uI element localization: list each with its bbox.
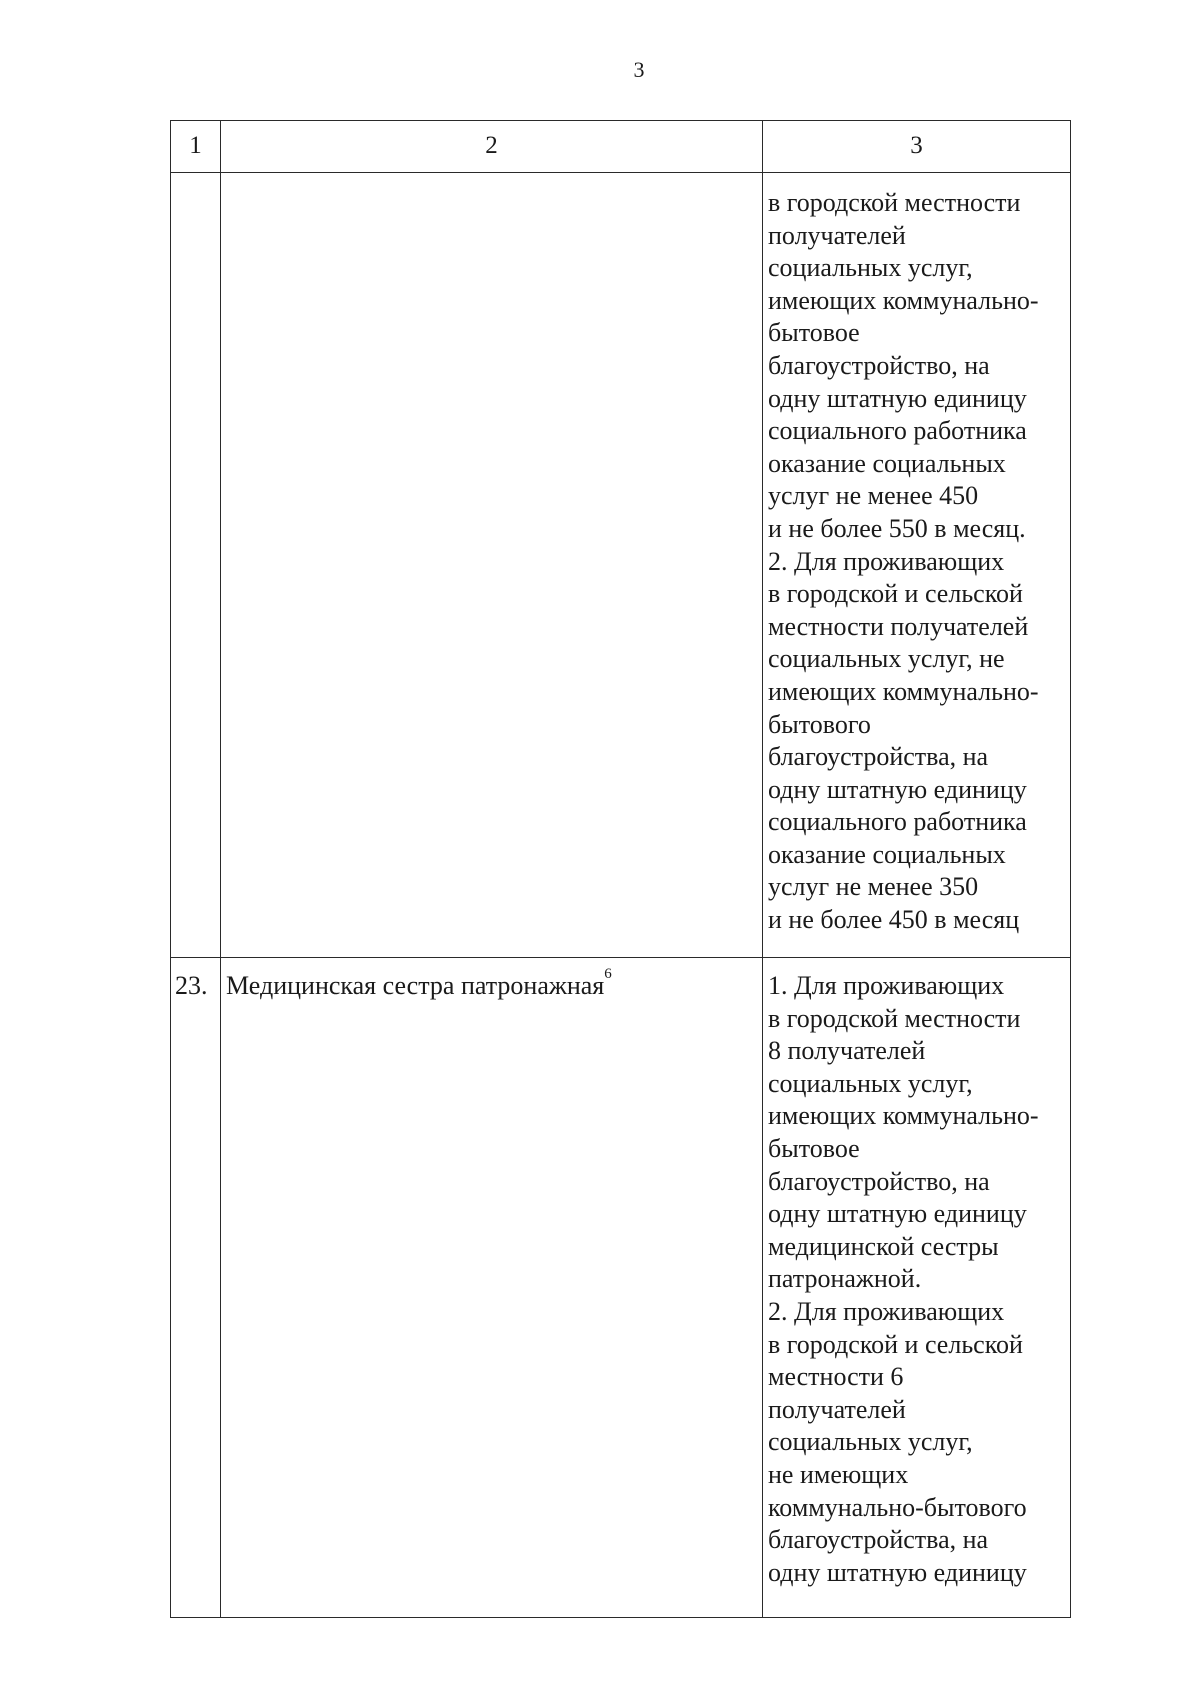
norm-line: имеющих коммунально- <box>768 1101 1039 1131</box>
norm-line: оказание социальных <box>768 448 1006 478</box>
norm-line: социального работника <box>768 807 1027 837</box>
position-cell <box>221 958 763 1618</box>
norm-line: патронажной. <box>768 1264 922 1294</box>
norm-line: имеющих коммунально- <box>768 676 1039 706</box>
norm-line: 1. Для проживающих <box>768 971 1005 1000</box>
norm-line: в городской местности <box>768 1003 1021 1033</box>
norm-cell <box>763 958 1071 1618</box>
norm-line: благоустройство, на <box>768 1166 990 1196</box>
norm-line: благоустройство, на <box>768 350 990 380</box>
norm-line: и не более 450 в месяц <box>768 905 1020 935</box>
norm-line: в городской местности <box>768 188 1021 217</box>
norm-line: 2. Для проживающих <box>768 1296 1005 1326</box>
footnote-marker: 6 <box>604 966 612 982</box>
norm-line: получателей <box>768 220 906 250</box>
norm-line: социального работника <box>768 416 1027 446</box>
column-number-3: 3 <box>763 121 1071 173</box>
norm-cell <box>763 173 1071 958</box>
norm-line: коммунально-бытового <box>768 1492 1027 1522</box>
norm-line: медицинской сестры <box>768 1231 999 1261</box>
column-number-2: 2 <box>221 121 763 173</box>
norm-line: социальных услуг, <box>768 1427 973 1457</box>
norm-line: благоустройства, на <box>768 742 989 772</box>
norm-line: услуг не менее 350 <box>768 872 979 902</box>
column-number-1: 1 <box>171 121 221 173</box>
norm-line: бытового <box>768 709 871 739</box>
position-cell <box>221 173 763 958</box>
norm-line: 8 получателей <box>768 1036 926 1066</box>
position-title: Медицинская сестра патронажная <box>226 971 605 1000</box>
norm-line: получателей <box>768 1394 906 1424</box>
norm-line: и не более 550 в месяц. <box>768 513 1026 543</box>
norm-line: в городской и сельской <box>768 579 1023 609</box>
norm-line: бытовое <box>768 1133 860 1163</box>
norm-line: оказание социальных <box>768 839 1006 869</box>
norm-line: 2. Для проживающих <box>768 546 1005 576</box>
table-header-row <box>171 121 1071 173</box>
row-number-cell <box>171 173 221 958</box>
norm-line: одну штатную единицу <box>768 1557 1027 1587</box>
norm-line: благоустройства, на <box>768 1525 989 1555</box>
norm-line: социальных услуг, не <box>768 644 1005 674</box>
table-row-23 <box>171 958 1071 1618</box>
norm-line: услуг не менее 450 <box>768 481 979 511</box>
norm-line: одну штатную единицу <box>768 1199 1027 1229</box>
norm-line: имеющих коммунально- <box>768 285 1039 315</box>
norm-line: социальных услуг, <box>768 1068 973 1098</box>
norm-line: не имеющих <box>768 1459 909 1489</box>
norm-line: социальных услуг, <box>768 253 973 283</box>
staffing-norms-table <box>170 120 1071 1618</box>
row-number-cell: 23. <box>171 958 221 1618</box>
norm-line: местности получателей <box>768 611 1029 641</box>
norm-line: одну штатную единицу <box>768 383 1027 413</box>
norm-line: местности 6 <box>768 1362 904 1392</box>
norm-line: одну штатную единицу <box>768 774 1027 804</box>
norm-line: бытовое <box>768 318 860 348</box>
page-number: 3 <box>633 57 645 82</box>
table-row-continuation <box>171 173 1071 958</box>
norm-line: в городской и сельской <box>768 1329 1023 1359</box>
